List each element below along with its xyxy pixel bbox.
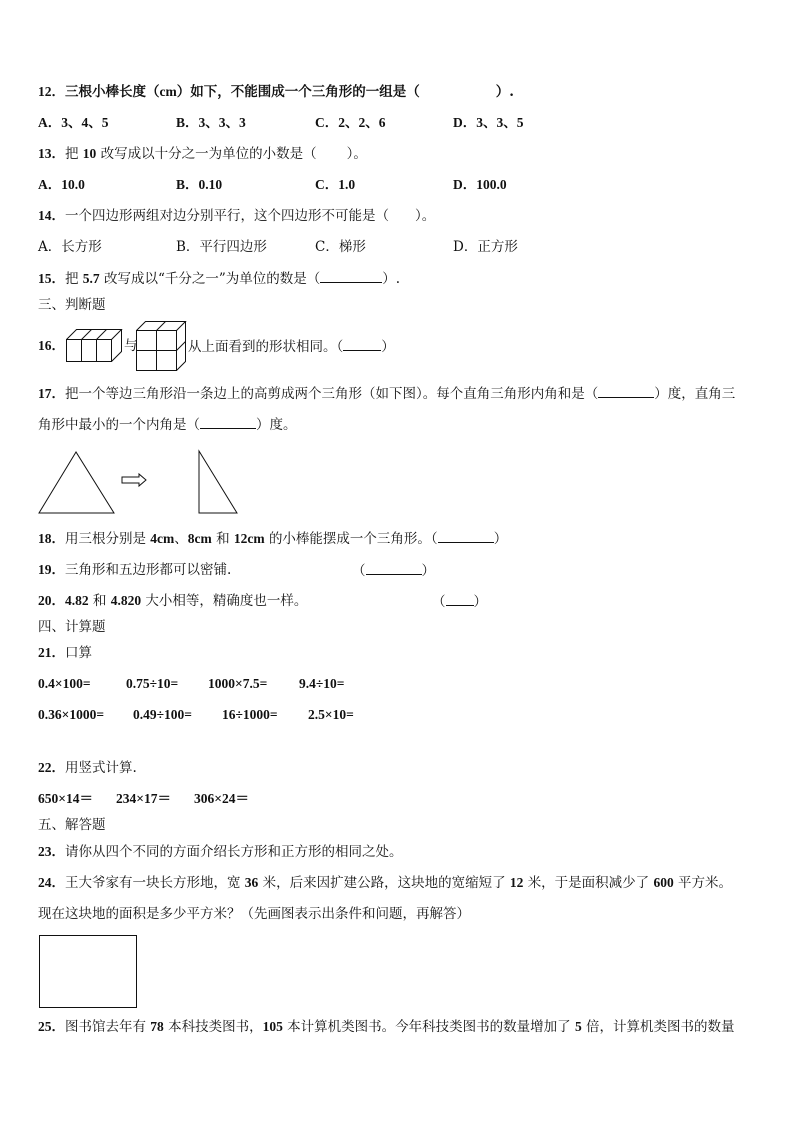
drawing-box[interactable]	[39, 935, 137, 1008]
section-heading-5: 五、解答题	[38, 817, 106, 833]
section-heading-4: 四、计算题	[38, 619, 106, 635]
equilateral-triangle	[39, 452, 114, 513]
answer-blank[interactable]	[446, 591, 474, 606]
question-number: 15．	[38, 271, 65, 286]
question-number: 19．	[38, 562, 65, 577]
question-17-line-2: 角形中最小的一个内角是（ ）度。	[38, 414, 297, 435]
question-20-answer: （ ）	[432, 591, 487, 612]
option-b: B．平行四边形	[176, 239, 267, 255]
mental-calc-item: 0.36×1000=	[38, 707, 105, 722]
question-17-line-1: 17．把一个等边三角形沿一条边上的高剪成两个三角形（如下图）。每个直角三角形内角和是（ ）度，直角三	[38, 383, 735, 404]
question-16-number: 16．	[38, 338, 65, 353]
answer-blank[interactable]	[366, 560, 422, 575]
question-25: 25．图书馆去年有 78 本科技类图书，105 本计算机类图书。今年科技类图书的数量增加了 5 倍，计算机类图书的数量	[38, 1019, 735, 1035]
section-heading-3: 三、判断题	[38, 297, 106, 313]
option-c: C．梯形	[315, 239, 366, 255]
cube-stack-figure	[136, 321, 188, 371]
triangle-cut-figure	[38, 450, 248, 516]
mental-calc-item: 0.49÷100=	[133, 707, 192, 722]
option-c: C．1.0	[315, 177, 356, 192]
option-a: A．3、4、5	[38, 115, 109, 130]
option-b: B．0.10	[176, 177, 223, 192]
option-c: C．2、2、6	[315, 115, 386, 130]
right-arrow-icon	[122, 474, 146, 486]
question-24-line-2: 现在这块地的面积是多少平方米？（先画图表示出条件和问题，再解答）	[38, 906, 470, 922]
mental-calc-item: 1000×7.5=	[208, 676, 268, 691]
question-number: 21．	[38, 645, 65, 660]
question-number: 22．	[38, 760, 65, 775]
answer-blank[interactable]	[200, 414, 256, 429]
question-24-line-1: 24．王大爷家有一块长方形地，宽 36 米，后来因扩建公路，这块地的宽缩短了 12 米，于是面积减少了 600 平方米。	[38, 875, 733, 891]
right-triangle	[199, 451, 237, 513]
question-number: 13．	[38, 146, 65, 161]
answer-blank[interactable]	[438, 528, 494, 543]
question-number: 12．	[38, 84, 65, 99]
mental-calc-item: 16÷1000=	[222, 707, 278, 722]
option-d: D．100.0	[453, 177, 507, 192]
question-number: 25．	[38, 1019, 65, 1034]
exam-page: 12．三根小棒长度（cm）如下，不能围成一个三角形的一组是（ ）. A．3、4、5 B．3、3、3 C．2、2、6 D．3、3、5 13．把 10 改写成以十分之一为单位的小数是（ ）。 A．10.0 B．0.10 C．1.0 D．100.0 14．一个四边形两组对边分别平行，这个四边形不可能是（ ）。 A．长方形 B．平行四边形 C．梯形 D．正方形 15．把 5.7 改写成以“千分之一”为单位的数是（ ）. 三、判断题 16． 与 从上面看到的形状相同。（ ） 17．把一个等边三角形沿一条边上的高剪成两个三角形（如下图）。每个直角三角形内角和是（ ）度，直角三 角形中最小的一个内角是（ ）度。 18．用三根分别是 4cm、8cm 和 12cm 的小棒能摆成一个三角形。（ ） 19．三角形和五边形都可以密铺. （ ） 20．4.82 和 4.820 大小相等，精确度也一样。 （ ） 四、计算题 21．口算 0.4×100= 0.75÷10= 1000×7.5= 9.4÷10= 0.36×1000= 0.49÷100= 16÷1000= 2.5×10= 22．用竖式计算. 650×14＝ 234×17＝ 306×24＝ 五、解答题 23．请你从四个不同的方面介绍长方形和正方形的相同之处。 24．王大爷家有一块长方形地，宽 36 米，后来因扩建公路，这块地的宽缩短了 12 米，于是面积减少了 600 平方米。 现在这块地的面积是多少平方米？（先画图表示出条件和问题，再解答） 25．图书馆去年有 78 本科技类图书，105 本计算机类图书。今年科技类图书的数量增加了 5 倍，计算机类图书的数量	[38, 84, 736, 1035]
mental-calc-item: 9.4÷10=	[299, 676, 345, 691]
answer-blank[interactable]	[343, 336, 381, 351]
option-b: B．3、3、3	[176, 115, 246, 130]
question-number: 14．	[38, 208, 65, 223]
answer-blank[interactable]	[598, 383, 654, 398]
question-number: 18．	[38, 531, 65, 546]
question-19-answer: （ ）	[352, 560, 435, 581]
question-12: 12．三根小棒长度（cm）如下，不能围成一个三角形的一组是（ ）.	[38, 84, 514, 100]
answer-blank[interactable]	[320, 268, 382, 283]
question-number: 20．	[38, 593, 65, 608]
question-number: 24．	[38, 875, 65, 890]
question-number: 17．	[38, 386, 65, 401]
three-cube-row-figure	[66, 329, 124, 363]
question-22: 22．用竖式计算.	[38, 760, 137, 776]
mental-calc-item: 0.75÷10=	[126, 676, 179, 691]
question-15: 15．把 5.7 改写成以“千分之一”为单位的数是（ ）.	[38, 268, 400, 289]
question-19: 19．三角形和五边形都可以密铺.	[38, 562, 232, 578]
question-18: 18．用三根分别是 4cm、8cm 和 12cm 的小棒能摆成一个三角形。（ ）	[38, 528, 507, 549]
vertical-calc-item: 650×14＝	[38, 791, 93, 806]
question-14: 14．一个四边形两组对边分别平行，这个四边形不可能是（ ）。	[38, 208, 436, 224]
option-a: A．长方形	[38, 239, 102, 255]
vertical-calc-item: 234×17＝	[116, 791, 171, 806]
question-number: 23．	[38, 844, 65, 859]
question-23: 23．请你从四个不同的方面介绍长方形和正方形的相同之处。	[38, 844, 403, 860]
question-21: 21．口算	[38, 645, 92, 661]
mental-calc-item: 2.5×10=	[308, 707, 354, 722]
option-a: A．10.0	[38, 177, 85, 192]
question-16: 从上面看到的形状相同。（ ）	[188, 336, 395, 357]
question-13: 13．把 10 改写成以十分之一为单位的小数是（ ）。	[38, 146, 367, 162]
question-20: 20．4.82 和 4.820 大小相等，精确度也一样。	[38, 593, 308, 609]
option-d: D．正方形	[453, 239, 518, 255]
option-d: D．3、3、5	[453, 115, 524, 130]
vertical-calc-item: 306×24＝	[194, 791, 249, 806]
mental-calc-item: 0.4×100=	[38, 676, 91, 691]
